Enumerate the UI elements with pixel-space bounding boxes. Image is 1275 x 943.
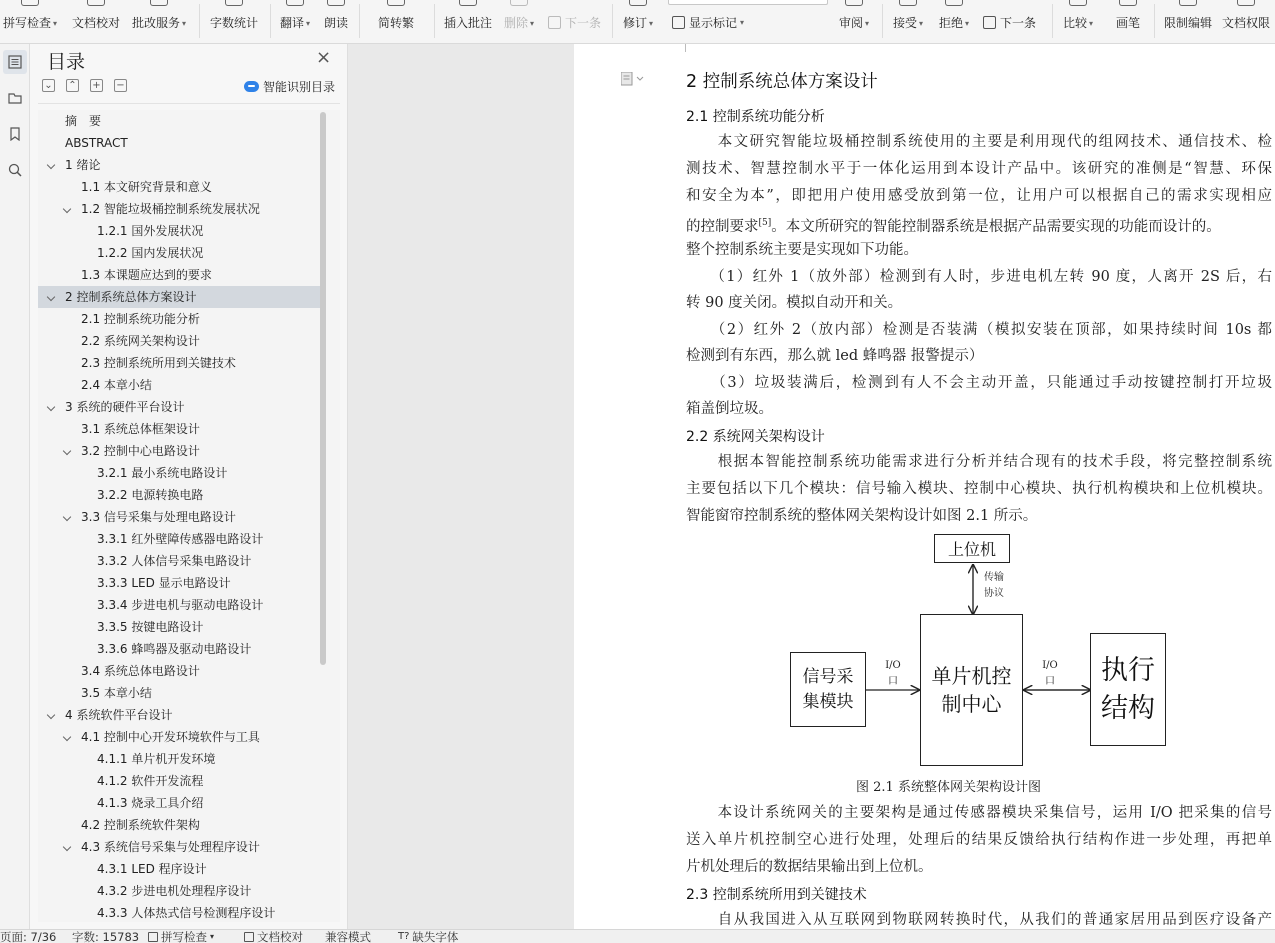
- word-count-button[interactable]: 字数统计: [206, 0, 262, 44]
- paragraph-line: 整个控制系统主要是实现如下功能。: [686, 242, 918, 258]
- simp-trad-button[interactable]: 简转繁: [364, 0, 428, 44]
- next-comment-icon: [548, 16, 561, 29]
- toc-item-label: 摘 要: [65, 114, 102, 128]
- status-doc-proof[interactable]: 文档校对: [244, 930, 303, 943]
- paragraph-line: 根据本智能控制系统功能需求进行分析并结合现有的技术手段，将完整控制系统: [686, 454, 1272, 470]
- toc-item-label: 2.3 控制系统所用到关键技术: [81, 356, 236, 370]
- toc-item[interactable]: [38, 462, 320, 484]
- review-ribbon: [0, 0, 1275, 44]
- chapter-icon: [8, 91, 22, 105]
- close-icon[interactable]: ×: [316, 47, 332, 68]
- separator: [434, 4, 435, 38]
- separator: [612, 4, 613, 38]
- io-port-right-label: I/O口: [1042, 660, 1058, 687]
- paragraph-line: 主要包括以下几个模块：信号输入模块、控制中心模块、执行机构模块和上位机模块。: [686, 481, 1272, 497]
- toc-item[interactable]: [38, 176, 320, 198]
- chevron-down-icon[interactable]: [47, 403, 55, 411]
- toc-item[interactable]: [38, 374, 320, 396]
- toc-item-label: 3.1 系统总体框架设计: [81, 422, 200, 436]
- list-item-line: （2）红外 2（放内部）检测是否装满（模拟安装在顶部，如果持续时间 10s 都: [686, 322, 1272, 338]
- list-item-line: 检测到有东西，那么就 led 蜂鸣器 报警提示）: [686, 348, 984, 364]
- toc-item[interactable]: [38, 814, 320, 836]
- toc-scrollbar[interactable]: [320, 112, 326, 665]
- doc-permission-button[interactable]: 文档权限: [1218, 0, 1274, 44]
- toc-item[interactable]: [38, 902, 320, 922]
- status-spellcheck[interactable]: 拼写检查 ▾: [148, 930, 214, 943]
- restrict-edit-icon: [1179, 0, 1197, 6]
- next-change-icon: [983, 16, 996, 29]
- page-corner-mark: [685, 44, 688, 52]
- toc-item[interactable]: [38, 638, 320, 660]
- delete-comment-icon: [510, 0, 528, 6]
- toc-item-label: 3.3.6 蜂鸣器及驱动电路设计: [97, 642, 252, 656]
- architecture-diagram: [784, 530, 1174, 770]
- search-toggle[interactable]: [3, 158, 27, 182]
- toc-item-label: 4.3.2 步进电机处理程序设计: [97, 884, 252, 898]
- toc-item-label: 3.3.4 步进电机与驱动电路设计: [97, 598, 264, 612]
- section-heading-2-1: 2.1 控制系统功能分析: [686, 109, 825, 125]
- chevron-down-icon[interactable]: [47, 711, 55, 719]
- toc-item[interactable]: [38, 836, 320, 858]
- toc-item[interactable]: [38, 594, 320, 616]
- paragraph-line: 本文研究智能垃圾桶控制系统使用的主要是利用现代的组网技术、通信技术、检: [686, 134, 1272, 150]
- chapter-heading: 2 控制系统总体方案设计: [686, 72, 878, 92]
- doc-proof-button[interactable]: 文档校对: [68, 0, 124, 44]
- separator: [270, 4, 271, 38]
- bookmark-icon: [8, 127, 22, 141]
- next-comment-button[interactable]: 下一条: [548, 12, 601, 32]
- toc-item-label: 1.3 本课题应达到的要求: [81, 268, 212, 282]
- toc-panel: [30, 44, 348, 929]
- toc-item-label: 3.2 控制中心电路设计: [81, 444, 200, 458]
- reject-button[interactable]: 拒绝 ▾: [934, 0, 974, 44]
- insert-comment-button[interactable]: 插入批注: [440, 0, 496, 44]
- compare-button[interactable]: 比较 ▾: [1058, 0, 1098, 44]
- section-heading-2-2: 2.2 系统网关架构设计: [686, 429, 825, 445]
- remove-heading-icon[interactable]: −: [114, 79, 127, 92]
- toc-item[interactable]: [38, 506, 320, 528]
- toc-item[interactable]: [38, 880, 320, 902]
- toc-item-label: 1.2.2 国内发展状况: [97, 246, 204, 260]
- list-item-line: 转 90 度关闭。模拟自动开和关。: [686, 295, 903, 311]
- toc-item-label: 4 系统软件平台设计: [65, 708, 173, 722]
- track-changes-icon: [629, 0, 647, 6]
- expand-all-icon[interactable]: ⌄: [42, 79, 55, 92]
- paragraph-line-with-citation: 的控制要求[5]。本文所研究的智能控制器系统是根据产品需要实现的功能而设计的。: [686, 218, 1221, 235]
- ai-toc-button[interactable]: 智能识别目录: [244, 78, 335, 95]
- toc-item[interactable]: [38, 770, 320, 792]
- chevron-down-icon[interactable]: [63, 513, 71, 521]
- toc-item-label: 3.4 系统总体电路设计: [81, 664, 200, 678]
- toc-item-label: 3.3.1 红外壁障传感器电路设计: [97, 532, 264, 546]
- reject-icon: [945, 0, 963, 6]
- translate-button[interactable]: 翻译 ▾: [276, 0, 314, 44]
- toc-item-label: 3.3.2 人体信号采集电路设计: [97, 554, 252, 568]
- toc-item[interactable]: [38, 418, 320, 440]
- chevron-down-icon[interactable]: [63, 733, 71, 741]
- toc-item-label: 3.2.1 最小系统电路设计: [97, 466, 228, 480]
- toc-item-label: 1 绪论: [65, 158, 101, 172]
- paragraph-line: 送入单片机控制空心进行处理，处理后的结果反馈给执行结构作进一步处理，再把单: [686, 832, 1272, 848]
- host-computer-box: 上位机: [934, 534, 1010, 563]
- toc-item-label: 2.4 本章小结: [81, 378, 152, 392]
- toc-panel-toggle[interactable]: [3, 50, 27, 74]
- checkbox-icon: [148, 932, 158, 942]
- translate-icon: [286, 0, 304, 6]
- paragraph-line: 自从我国进入从互联网到物联网转换时代，从我们的普通家居用品到医疗设备产: [686, 912, 1272, 928]
- proof-icon: [87, 0, 105, 6]
- markup-view-select[interactable]: [668, 0, 828, 5]
- toc-list: [38, 110, 340, 922]
- section-heading-2-3: 2.3 控制系统所用到关键技术: [686, 887, 867, 903]
- next-change-button[interactable]: 下一条: [983, 12, 1036, 32]
- permission-icon: [1237, 0, 1255, 6]
- protocol-label: 传输协议: [984, 572, 1004, 599]
- list-item-line: （3）垃圾装满后，检测到有人不会主动开盖，只能通过手动按键控制打开垃圾: [686, 375, 1272, 391]
- toc-item-label: 3.3.5 按键电路设计: [97, 620, 204, 634]
- toc-item-label: 1.2.1 国外发展状况: [97, 224, 204, 238]
- toc-item[interactable]: [38, 308, 320, 330]
- toc-item-label: 3.5 本章小结: [81, 686, 152, 700]
- status-bar: [0, 929, 1275, 943]
- toc-item-label: 2 控制系统总体方案设计: [65, 290, 197, 304]
- paragraph-line: 智能窗帘控制系统的整体网关架构设计如图 2.1 所示。: [686, 508, 1038, 524]
- list-item-line: 箱盖倒垃圾。: [686, 401, 773, 417]
- toc-item[interactable]: [38, 660, 320, 682]
- paragraph-line: 和安全为本”，即把用户使用感受放到第一位，让用户可以根据自己的需求实现相应: [686, 188, 1272, 204]
- paragraph-line: 本设计系统网关的主要架构是通过传感器模块采集信号，运用 I/O 把采集的信号: [686, 805, 1272, 821]
- document-outline-icon[interactable]: [621, 72, 645, 86]
- chevron-down-icon[interactable]: [63, 447, 71, 455]
- toc-item-label: ABSTRACT: [65, 136, 128, 150]
- toc-item[interactable]: [38, 858, 320, 880]
- toc-title: 目录: [47, 51, 86, 73]
- compat-mode-label: 兼容模式: [325, 930, 371, 943]
- toc-item[interactable]: [38, 682, 320, 704]
- toc-item-label: 4.3.1 LED 程序设计: [97, 862, 207, 876]
- toc-item[interactable]: [38, 440, 320, 462]
- chevron-down-icon[interactable]: [63, 205, 71, 213]
- citation-ref[interactable]: [5]: [758, 218, 772, 228]
- toc-item[interactable]: [38, 726, 320, 748]
- toc-item-label: 1.1 本文研究背景和意义: [81, 180, 212, 194]
- signal-acquisition-box: 信号采集模块: [790, 652, 866, 727]
- toc-item-label: 4.1 控制中心开发环境软件与工具: [81, 730, 260, 744]
- toc-item[interactable]: [38, 572, 320, 594]
- list-item-line: （1）红外 1（放外部）检测到有人时，步进电机左转 90 度，人离开 2S 后，右: [686, 269, 1272, 285]
- word-count-icon: [225, 0, 243, 6]
- actuator-box: 执行结构: [1090, 633, 1166, 746]
- chevron-down-icon[interactable]: [47, 293, 55, 301]
- page-indicator[interactable]: 页面: 7/36: [0, 930, 57, 943]
- add-heading-icon[interactable]: +: [90, 79, 103, 92]
- restrict-edit-button[interactable]: 限制编辑: [1160, 0, 1216, 44]
- paragraph-line: 片机处理后的数据结果输出到上位机。: [686, 859, 933, 875]
- toc-item[interactable]: [38, 616, 320, 638]
- missing-font-indicator[interactable]: T? 缺失字体: [398, 930, 459, 943]
- toc-item[interactable]: [38, 792, 320, 814]
- toc-list-icon: [8, 55, 22, 69]
- toc-item[interactable]: [38, 528, 320, 550]
- show-markup-button[interactable]: 显示标记 ▾: [672, 12, 744, 32]
- toc-item[interactable]: [38, 132, 320, 154]
- toc-item[interactable]: [38, 154, 320, 176]
- review-service-icon: [150, 0, 168, 6]
- read-aloud-button[interactable]: 朗读: [318, 0, 354, 44]
- read-aloud-icon: [327, 0, 345, 6]
- bookmark-toggle[interactable]: [3, 122, 27, 146]
- toc-item[interactable]: [38, 484, 320, 506]
- chevron-down-icon[interactable]: [47, 161, 55, 169]
- font-warning-icon: T?: [398, 931, 410, 942]
- toc-item-label: 4.1.1 单片机开发环境: [97, 752, 216, 766]
- toc-item-label: 1.2 智能垃圾桶控制系统发展状况: [81, 202, 260, 216]
- separator: [199, 4, 200, 38]
- toc-item[interactable]: [38, 704, 320, 726]
- toc-item-label: 3.3 信号采集与处理电路设计: [81, 510, 236, 524]
- toc-item-label: 4.2 控制系统软件架构: [81, 818, 200, 832]
- separator: [882, 4, 883, 38]
- chapter-nav-toggle[interactable]: [3, 86, 27, 110]
- toc-item-label: 3.2.2 电源转换电路: [97, 488, 204, 502]
- toc-item[interactable]: [38, 352, 320, 374]
- review-pane-button[interactable]: 审阅 ▾: [834, 0, 874, 44]
- ink-button[interactable]: 画笔: [1108, 0, 1148, 44]
- toc-item[interactable]: [38, 286, 320, 308]
- simp-trad-icon: [387, 0, 405, 6]
- toc-item-label: 3.3.3 LED 显示电路设计: [97, 576, 231, 590]
- accept-icon: [899, 0, 917, 6]
- spellcheck-button[interactable]: 拼写检查 ▾: [0, 0, 60, 44]
- toc-item[interactable]: [38, 110, 320, 132]
- toc-item-label: 4.3.3 人体热式信号检测程序设计: [97, 906, 276, 920]
- separator: [359, 4, 360, 38]
- toc-item-label: 4.1.2 软件开发流程: [97, 774, 204, 788]
- toc-item[interactable]: [38, 330, 320, 352]
- toc-item-label: 4.1.3 烧录工具介绍: [97, 796, 204, 810]
- paragraph-line: 测技术、智慧控制水平于一体化运用到本设计产品中。该研究的准侧是“智慧、环保: [686, 161, 1272, 177]
- chevron-down-icon[interactable]: [63, 843, 71, 851]
- pen-icon: [1119, 0, 1137, 6]
- review-service-button[interactable]: 批改服务 ▾: [128, 0, 190, 44]
- comment-icon: [459, 0, 477, 6]
- review-pane-icon: [845, 0, 863, 6]
- figure-caption: 图 2.1 系统整体网关架构设计图: [856, 780, 1041, 795]
- toc-item[interactable]: [38, 748, 320, 770]
- workspace-background: [348, 44, 574, 929]
- toc-toolbar: [42, 79, 127, 92]
- toc-item[interactable]: [38, 242, 320, 264]
- compare-icon: [1069, 0, 1087, 6]
- io-port-left-label: I/O口: [885, 660, 901, 687]
- toc-item-label: 2.2 系统网关架构设计: [81, 334, 200, 348]
- toc-item[interactable]: [38, 264, 320, 286]
- toc-item[interactable]: [38, 396, 320, 418]
- spellcheck-icon: [21, 0, 39, 6]
- accept-button[interactable]: 接受 ▾: [888, 0, 928, 44]
- collapse-all-icon[interactable]: ⌃: [66, 79, 79, 92]
- navigation-strip: [0, 44, 30, 929]
- toc-item[interactable]: [38, 220, 320, 242]
- toc-item[interactable]: [38, 198, 320, 220]
- search-icon: [8, 163, 22, 177]
- delete-comment-button[interactable]: 删除 ▾: [500, 0, 538, 44]
- show-markup-icon: [672, 16, 685, 29]
- divider: [38, 103, 340, 104]
- toc-item-label: 4.3 系统信号采集与处理程序设计: [81, 840, 260, 854]
- track-changes-button[interactable]: 修订 ▾: [618, 0, 658, 44]
- toc-item[interactable]: [38, 550, 320, 572]
- word-count-indicator[interactable]: 字数: 15783: [72, 930, 140, 943]
- checkbox-icon: [244, 932, 254, 942]
- toc-item-label: 3 系统的硬件平台设计: [65, 400, 185, 414]
- ai-cloud-icon: [244, 81, 259, 92]
- separator: [1154, 4, 1155, 38]
- separator: [1052, 4, 1053, 38]
- document-page: [574, 44, 1275, 929]
- mcu-control-center-box: 单片机控制中心: [920, 614, 1023, 766]
- toc-item-label: 2.1 控制系统功能分析: [81, 312, 200, 326]
